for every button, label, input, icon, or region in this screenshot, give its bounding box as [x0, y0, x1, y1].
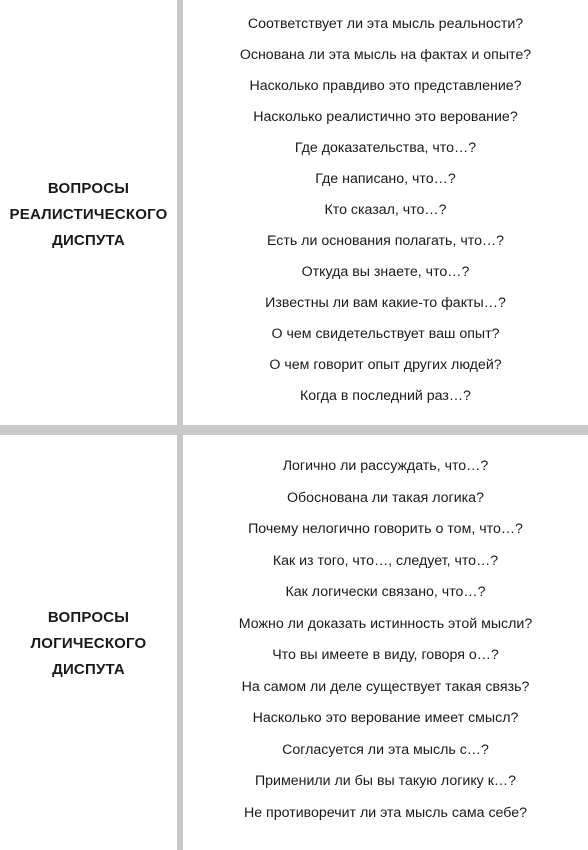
question-item: Почему нелогично говорить о том, что…?	[248, 521, 523, 537]
realistic-title-line: ДИСПУТА	[52, 232, 125, 249]
realistic-title-line: ВОПРОСЫ	[47, 180, 130, 197]
question-item: Не противоречит ли эта мысль сама себе?	[243, 804, 528, 821]
question-item: Когда в последний раз…?	[300, 388, 471, 404]
question-item: Как из того, что…, следует, что…?	[272, 552, 499, 569]
question-item: О чем говорит опыт других людей?	[269, 357, 502, 373]
question-item: Как логически связано, что…?	[285, 584, 486, 600]
question-item: На самом ли деле существует такая связь?	[241, 678, 530, 695]
question-item: Что вы имеете в виду, говоря о…?	[272, 647, 499, 663]
logical-dispute-title	[0, 605, 177, 683]
question-item: Насколько правдиво это представление?	[249, 78, 522, 94]
question-item: Насколько это верование имеет смысл?	[252, 710, 519, 726]
question-item: Согласуется ли эта мысль с…?	[282, 741, 489, 758]
question-item: Применили ли бы вы такую логику к…?	[254, 773, 517, 789]
question-item: Можно ли доказать истинность этой мысли?	[238, 615, 533, 632]
realistic-dispute-title	[0, 176, 177, 254]
question-item: Есть ли основания полагать, что…?	[266, 233, 505, 249]
question-item: Соответствует ли эта мысль реальности?	[247, 16, 524, 32]
question-item: Логично ли рассуждать, что…?	[282, 458, 489, 474]
question-item: Известны ли вам какие-то факты…?	[265, 295, 506, 311]
question-item: Основана ли эта мысль на фактах и опыте?	[239, 47, 532, 63]
realistic-title-line: РЕАЛИСТИЧЕСКОГО	[9, 206, 168, 223]
logical-title-line: ЛОГИЧЕСКОГО	[30, 635, 147, 652]
logical-title-line: ВОПРОСЫ	[47, 609, 130, 626]
logical-title-line: ДИСПУТА	[52, 661, 125, 678]
question-item: Насколько реалистично это верование?	[253, 109, 518, 125]
row-divider	[0, 425, 588, 435]
question-item: Где написано, что…?	[315, 171, 456, 187]
question-item: О чем свидетельствует ваш опыт?	[271, 326, 500, 342]
question-item: Где доказательства, что…?	[294, 140, 477, 156]
question-item: Обоснована ли такая логика?	[287, 489, 484, 506]
question-item: Откуда вы знаете, что…?	[301, 264, 470, 280]
question-item: Кто сказал, что…?	[324, 202, 447, 218]
